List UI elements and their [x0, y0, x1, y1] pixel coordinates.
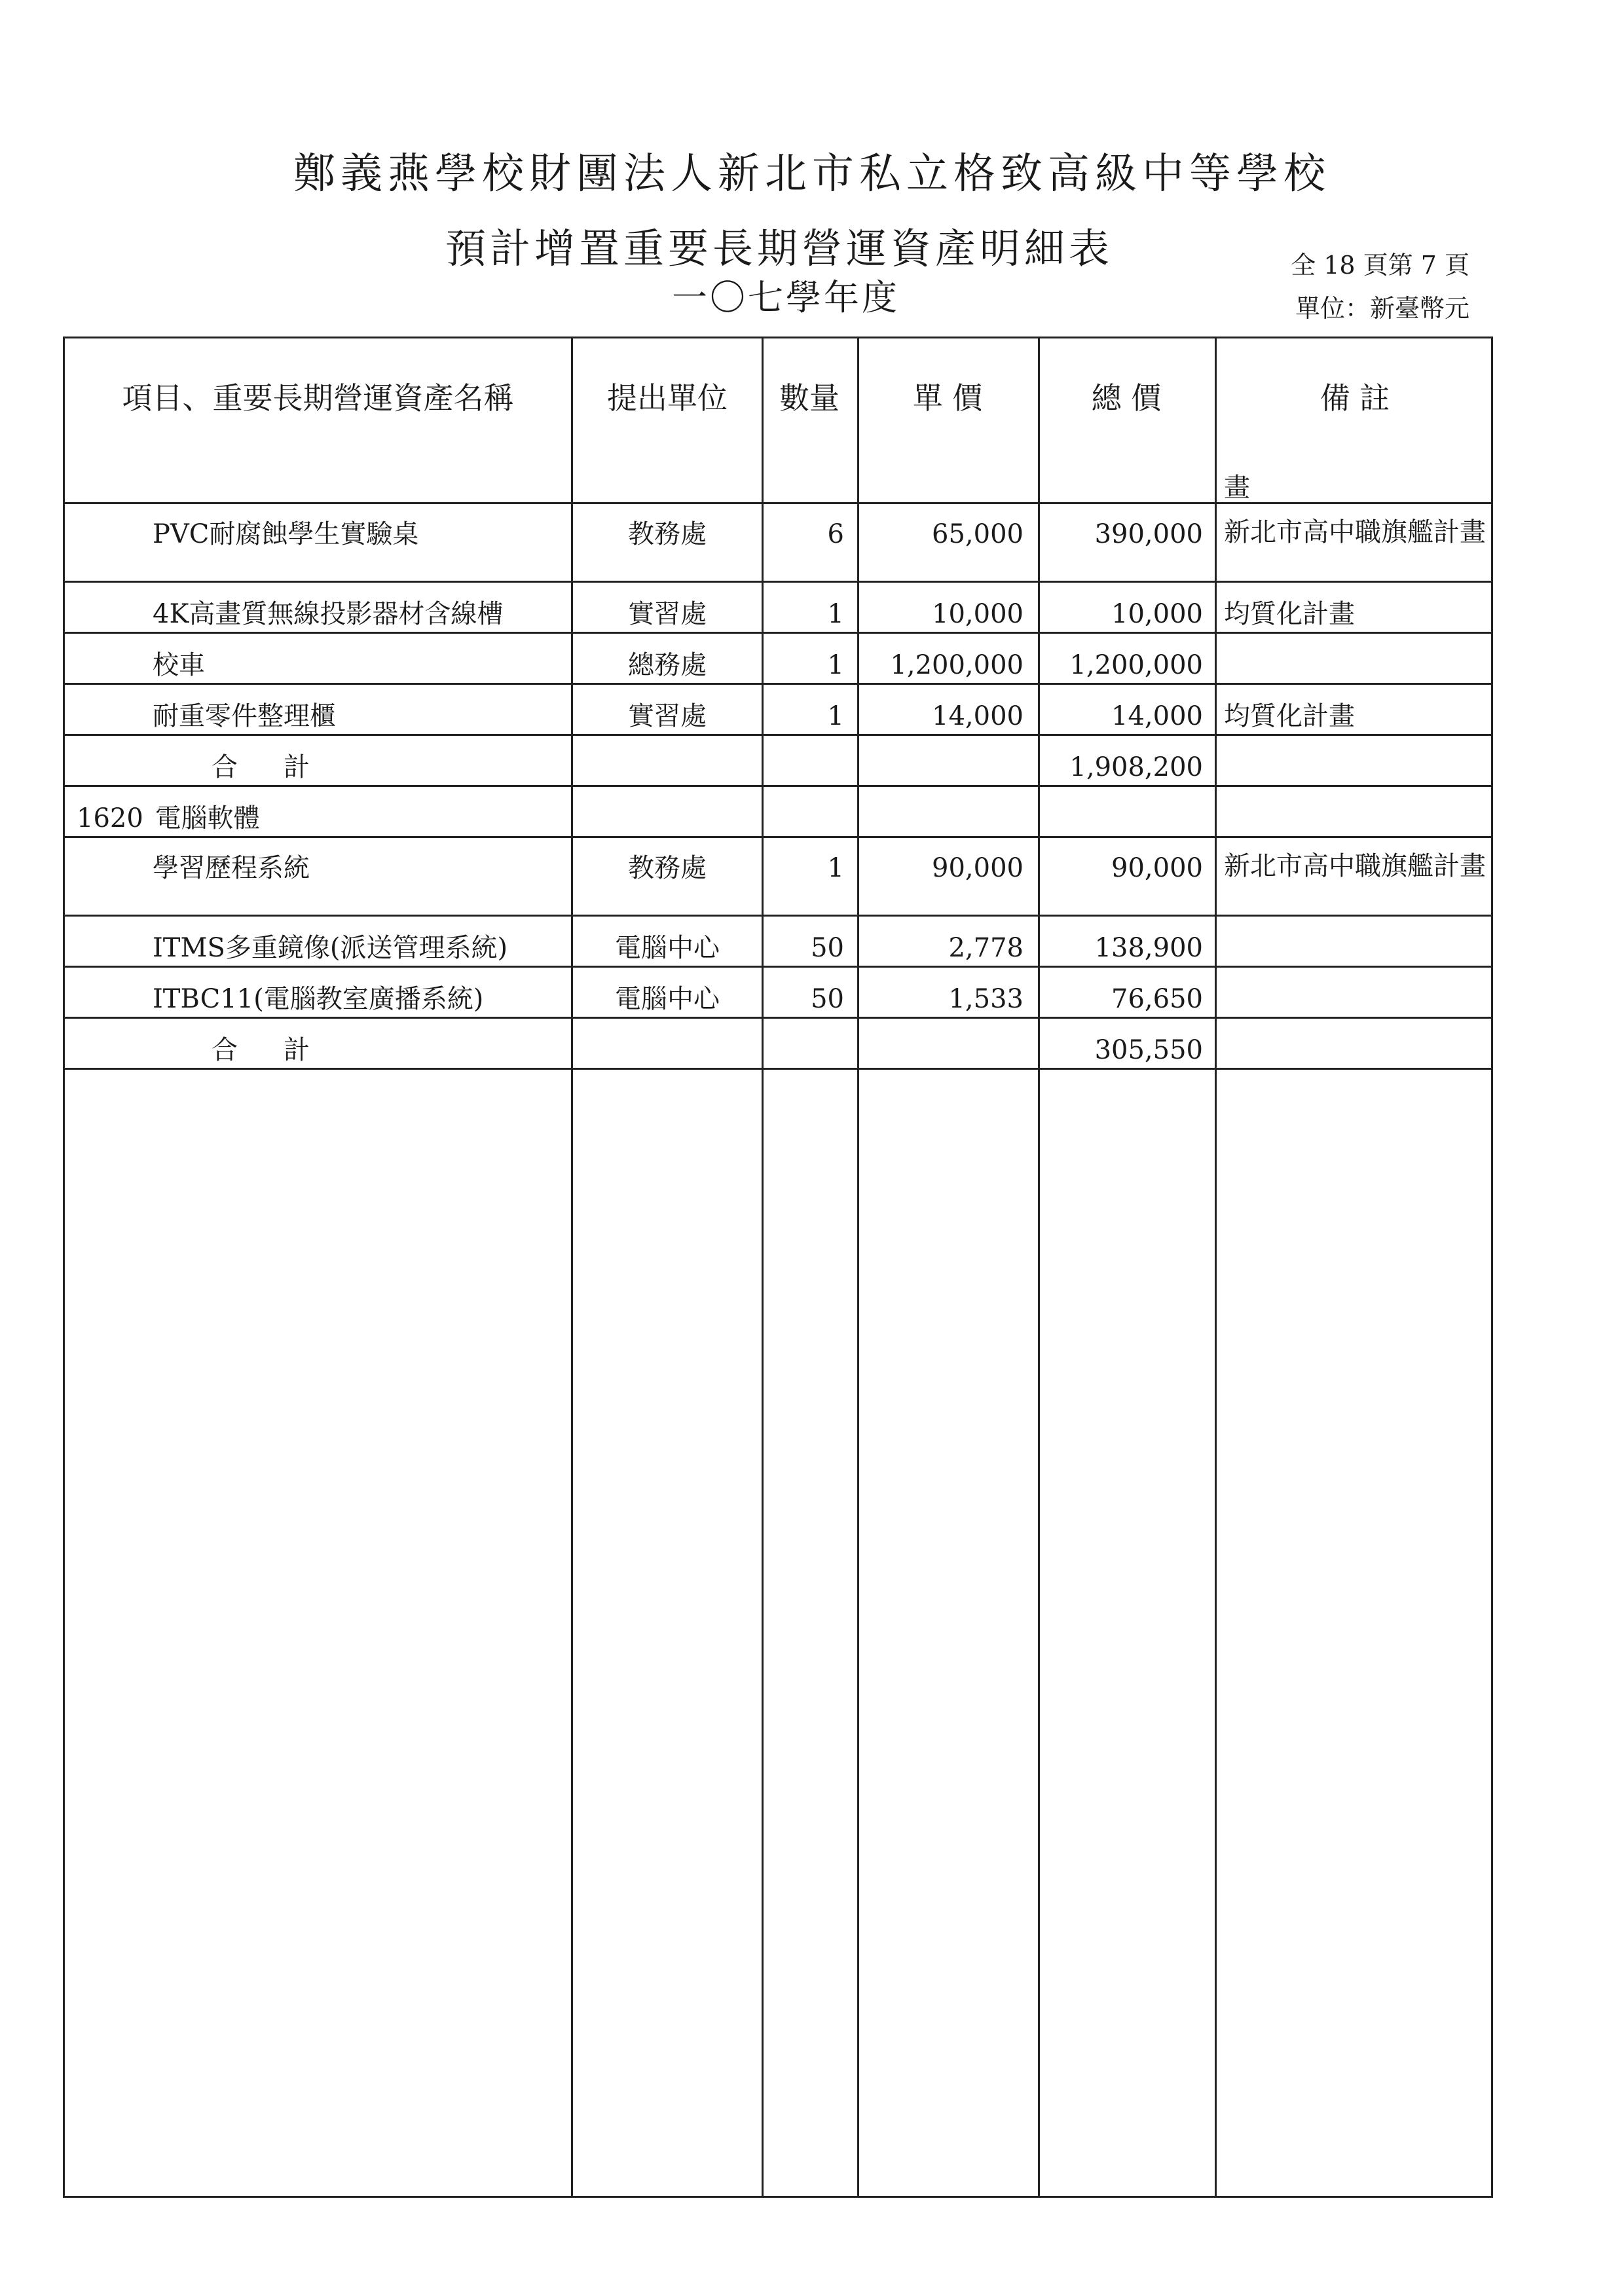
item-qty: 1: [827, 599, 844, 629]
item-total: 10,000: [1111, 599, 1203, 629]
item-dept: 實習處: [628, 599, 707, 629]
item-name: 耐重零件整理櫃: [153, 701, 336, 731]
column-header-total: 總 價: [1091, 380, 1162, 416]
item-name: ITMS多重鏡像(派送管理系統): [153, 933, 508, 963]
fiscal-year: 一〇七學年度: [672, 277, 900, 318]
category-code: 1620: [77, 803, 143, 833]
row-divider: [65, 915, 1491, 917]
item-name: PVC耐腐蝕學生實驗桌: [153, 519, 419, 549]
item-qty: 1: [827, 853, 844, 883]
carryover-note: 畫: [1224, 473, 1250, 503]
column-header-note: 備 註: [1320, 380, 1390, 416]
item-unit-price: 65,000: [932, 519, 1024, 549]
item-qty: 1: [827, 701, 844, 731]
column-header-qty: 數量: [779, 380, 840, 416]
item-qty: 50: [811, 933, 844, 963]
row-divider: [65, 966, 1491, 968]
row-divider: [65, 734, 1491, 736]
page-number: 全 18 頁第 7 頁: [1291, 251, 1469, 280]
subtotal-total: 1,908,200: [1069, 752, 1203, 782]
item-qty: 1: [827, 650, 844, 680]
item-name: 校車: [153, 650, 205, 680]
item-total: 1,200,000: [1069, 650, 1203, 680]
item-dept: 教務處: [628, 853, 707, 883]
item-note: 新北市高中職旗艦計畫: [1224, 517, 1486, 547]
item-name: ITBC11(電腦教室廣播系統): [153, 984, 484, 1014]
item-total: 390,000: [1094, 519, 1203, 549]
currency-unit: 單位：新臺幣元: [1295, 294, 1469, 323]
item-name: 學習歷程系統: [153, 853, 310, 883]
item-total: 90,000: [1111, 853, 1203, 883]
subtotal-total: 305,550: [1094, 1035, 1203, 1065]
row-divider: [65, 502, 1491, 504]
item-total: 76,650: [1111, 984, 1203, 1014]
row-divider: [65, 683, 1491, 685]
item-unit-price: 2,778: [948, 933, 1024, 963]
row-divider: [65, 581, 1491, 583]
item-note: 新北市高中職旗艦計畫: [1224, 851, 1486, 881]
item-unit-price: 1,200,000: [890, 650, 1024, 680]
item-dept: 實習處: [628, 701, 707, 731]
row-divider: [65, 632, 1491, 634]
item-unit-price: 1,533: [948, 984, 1024, 1014]
item-dept: 總務處: [628, 650, 707, 680]
subtotal-label: 合計: [212, 752, 356, 782]
column-header-name: 項目、重要長期營運資產名稱: [122, 380, 514, 416]
category-heading: [65, 803, 571, 833]
document-title: 預計增置重要長期營運資產明細表: [445, 225, 1113, 272]
column-header-unit-price: 單 價: [912, 380, 983, 416]
item-name: 4K高畫質無線投影器材含線槽: [153, 599, 504, 629]
item-dept: 電腦中心: [615, 933, 720, 963]
item-total: 14,000: [1111, 701, 1203, 731]
row-divider: [65, 1017, 1491, 1019]
item-dept: 電腦中心: [615, 984, 720, 1014]
item-unit-price: 90,000: [932, 853, 1024, 883]
item-note: 均質化計畫: [1224, 701, 1355, 731]
item-unit-price: 10,000: [932, 599, 1024, 629]
row-divider: [65, 1068, 1491, 1070]
item-unit-price: 14,000: [932, 701, 1024, 731]
row-divider: [65, 836, 1491, 838]
item-qty: 6: [827, 519, 844, 549]
item-qty: 50: [811, 984, 844, 1014]
item-note: 均質化計畫: [1224, 599, 1355, 629]
asset-table: [63, 337, 1493, 2198]
item-dept: 教務處: [628, 519, 707, 549]
organization-title: 鄭義燕學校財團法人新北市私立格致高級中等學校: [293, 150, 1331, 198]
item-total: 138,900: [1094, 933, 1203, 963]
subtotal-label: 合計: [212, 1035, 356, 1065]
row-divider: [65, 785, 1491, 787]
category-name: 電腦軟體: [155, 803, 260, 833]
column-header-dept: 提出單位: [607, 380, 728, 416]
